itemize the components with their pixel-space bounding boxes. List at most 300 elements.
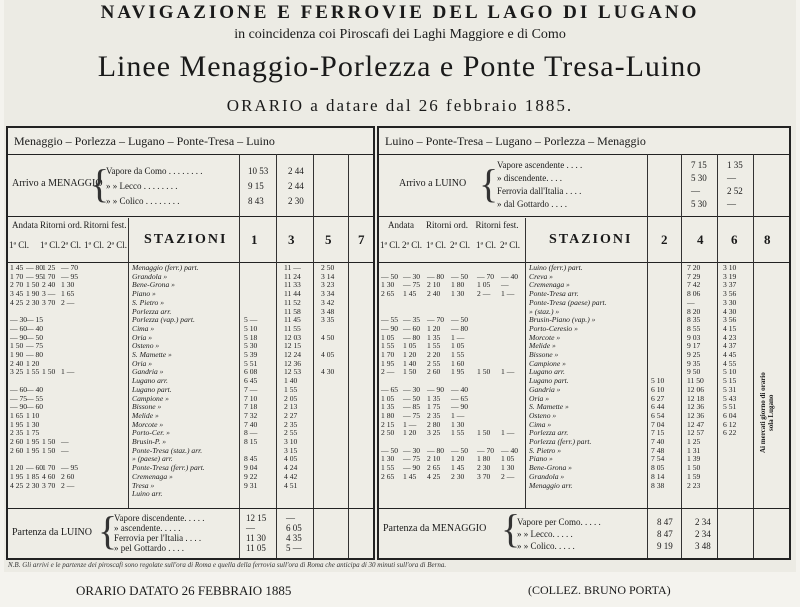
fare-value: 1 20 bbox=[10, 463, 24, 473]
fare-value: — 40 bbox=[26, 384, 44, 394]
fare-value: 1 35 bbox=[381, 402, 395, 412]
station-name: Luino (ferr.) part. bbox=[529, 263, 583, 272]
right-col-ritorni-fest: Ritorni fest. bbox=[475, 220, 519, 230]
fare-value: — 40 bbox=[501, 445, 519, 455]
fare-value: 2 — bbox=[477, 289, 491, 299]
fare-value: — 70 bbox=[61, 263, 79, 272]
train-time: 3 48 bbox=[321, 306, 335, 316]
left-table-body bbox=[8, 264, 373, 504]
fare-value: — 80 bbox=[427, 271, 445, 281]
fare-value: 2 40 bbox=[10, 358, 24, 368]
left-departure-label: Partenza da LUINO bbox=[12, 527, 92, 538]
left-departures-label: Vapore discendente. . . . . bbox=[114, 513, 205, 523]
station-name: Ponte-Tresa arr. bbox=[529, 289, 579, 299]
left-train-num-1: 1 bbox=[251, 232, 258, 247]
train-time: 3 34 bbox=[321, 289, 335, 299]
fare-value: 1 90 bbox=[26, 289, 40, 299]
fare-value: 1 95 bbox=[381, 358, 395, 368]
train-time: 4 30 bbox=[321, 367, 335, 377]
fare-value: 3 45 bbox=[10, 289, 24, 299]
station-name: Piano » bbox=[529, 454, 553, 464]
right-departures-time: 8 47 bbox=[657, 529, 673, 539]
fare-value: — 80 bbox=[26, 263, 44, 272]
right-cl2-b: 2ª Cl. bbox=[450, 240, 470, 250]
right-cl1-a: 1ª Cl. bbox=[380, 240, 400, 250]
company-title: NAVIGAZIONE E FERROVIE DEL LAGO DI LUGANO bbox=[100, 2, 700, 23]
fare-value: 1 50 bbox=[477, 428, 491, 438]
fare-value: 1 — bbox=[451, 332, 465, 342]
train-time: 6 27 bbox=[651, 393, 665, 403]
station-name: Lugano part. bbox=[529, 376, 569, 386]
train-time: 12 06 bbox=[687, 384, 705, 394]
train-time: 5 51 bbox=[244, 358, 258, 368]
train-time: 4 50 bbox=[321, 332, 335, 342]
right-arrival-brace: { bbox=[479, 161, 499, 206]
train-time: 7 32 bbox=[244, 410, 258, 420]
train-time: 7 10 bbox=[244, 393, 258, 403]
right-departures-time: 8 47 bbox=[657, 517, 673, 527]
station-name: Ponte-Tresa (ferr.) part. bbox=[132, 463, 205, 473]
fare-value: 1 30 bbox=[61, 280, 75, 290]
fare-value: — 55 bbox=[26, 393, 44, 403]
train-time: 7 20 bbox=[687, 263, 701, 272]
fare-value: 2 — bbox=[61, 297, 75, 307]
fare-value: 1 05 bbox=[381, 393, 395, 403]
fare-value: — 90 bbox=[403, 463, 421, 473]
fare-value: — 90 bbox=[451, 402, 469, 412]
fare-value: 2 10 bbox=[427, 280, 441, 290]
fare-value: 1 30 bbox=[451, 419, 465, 429]
fare-value: 2 10 bbox=[427, 454, 441, 464]
train-time: 1 50 bbox=[687, 463, 701, 473]
left-departures-label: Ferrovia per l'Italia . . . . bbox=[114, 533, 202, 543]
train-time: 5 15 bbox=[723, 376, 737, 386]
train-time: 7 48 bbox=[651, 445, 665, 455]
fare-value: — 85 bbox=[403, 402, 421, 412]
train-time: 12 18 bbox=[687, 393, 705, 403]
fare-value: — 70 bbox=[477, 445, 495, 455]
train-time: 7 04 bbox=[651, 419, 665, 429]
train-time: 12 03 bbox=[284, 332, 302, 342]
right-route: Luino – Ponte-Tresa – Lugano – Porlezza – Menaggio bbox=[379, 128, 789, 155]
fare-value: — 50 bbox=[381, 445, 399, 455]
train-time: 5 10 bbox=[651, 376, 665, 386]
right-departures-time: 2 34 bbox=[695, 517, 711, 527]
fare-value: 1 30 bbox=[451, 289, 465, 299]
table-row bbox=[8, 377, 373, 386]
train-time: 12 53 bbox=[284, 367, 302, 377]
train-time: 12 15 bbox=[284, 341, 302, 351]
right-arrivals-label: Ferrovia dall'Italia . . . . bbox=[497, 186, 582, 196]
right-cl2-a: 2ª Cl. bbox=[402, 240, 422, 250]
train-time: 3 30 bbox=[723, 297, 737, 307]
station-name: Lugano part. bbox=[132, 384, 172, 394]
fare-value: 4 25 bbox=[10, 480, 24, 490]
train-time: 7 40 bbox=[651, 437, 665, 446]
fare-value: — 50 bbox=[451, 271, 469, 281]
fare-value: 2 60 bbox=[427, 367, 441, 377]
left-arrivals-label: Vapore da Como . . . . . . . . bbox=[106, 166, 203, 176]
train-time: 8 05 bbox=[651, 463, 665, 473]
fare-value: — 75 bbox=[403, 410, 421, 420]
fare-value: 2 60 bbox=[61, 471, 75, 481]
left-departures-time: 5 — bbox=[286, 543, 302, 553]
train-time: 7 42 bbox=[687, 280, 701, 290]
fare-value: — 70 bbox=[477, 271, 495, 281]
fare-value: 1 05 bbox=[403, 341, 417, 351]
left-arrival-brace: { bbox=[90, 161, 110, 206]
train-time: 5 43 bbox=[723, 393, 737, 403]
fare-value: — 60 bbox=[26, 463, 44, 473]
fare-value: 1 50 bbox=[42, 367, 56, 377]
fare-value: — 65 bbox=[381, 384, 399, 394]
right-table-header bbox=[379, 218, 789, 263]
left-departures-time: 4 35 bbox=[286, 533, 302, 543]
train-time: 9 17 bbox=[687, 341, 701, 351]
fare-value: 1 20 bbox=[26, 358, 40, 368]
station-name: Bene-Grona » bbox=[132, 280, 175, 290]
table-row bbox=[8, 316, 373, 325]
fare-value: 2 65 bbox=[381, 471, 395, 481]
fare-value: 1 70 bbox=[10, 271, 24, 281]
fare-value: 4 25 bbox=[10, 297, 24, 307]
fare-value: — 40 bbox=[501, 271, 519, 281]
station-name: Grandola » bbox=[529, 471, 565, 481]
station-name: S. Mamette » bbox=[132, 350, 172, 359]
station-name: Porto-Ceresio » bbox=[529, 323, 578, 333]
fare-value: 1 70 bbox=[42, 271, 56, 281]
right-arrivals-label: Vapore ascendente . . . . bbox=[497, 160, 583, 170]
fare-value: 1 65 bbox=[61, 289, 75, 299]
table-row bbox=[8, 403, 373, 412]
right-arrival-label: Arrivo a LUINO bbox=[399, 178, 467, 189]
train-time: 3 37 bbox=[723, 280, 737, 290]
train-time: 4 23 bbox=[723, 332, 737, 342]
station-name: Brusin-Piano (vap.) » bbox=[529, 315, 596, 325]
fare-value: — 95 bbox=[26, 271, 44, 281]
fare-value: 1 50 bbox=[26, 280, 40, 290]
table-row bbox=[379, 447, 789, 456]
station-name: Campione » bbox=[529, 358, 566, 368]
train-time: 5 31 bbox=[723, 384, 737, 394]
fare-value: 4 60 bbox=[42, 471, 56, 481]
train-time: 8 14 bbox=[651, 471, 665, 481]
fare-value: 3 25 bbox=[427, 428, 441, 438]
left-cl1-c: 1ª Cl. bbox=[84, 240, 104, 250]
fare-value: 1 70 bbox=[42, 463, 56, 473]
train-time: 12 36 bbox=[687, 410, 705, 420]
fare-value: — 60 bbox=[10, 384, 28, 394]
fare-value: 2 30 bbox=[26, 480, 40, 490]
fare-value: — 60 bbox=[26, 402, 44, 412]
station-name: » (paese) arr. bbox=[132, 454, 173, 464]
station-name: Menaggio arr. bbox=[529, 480, 573, 490]
train-time: 6 54 bbox=[651, 410, 665, 420]
right-arrivals-time: 7 15 bbox=[691, 160, 707, 170]
right-departures bbox=[379, 508, 789, 557]
train-time: 2 23 bbox=[687, 480, 701, 490]
station-name: S. Pietro » bbox=[132, 297, 164, 307]
footnote: N.B. Gli arrivi e le partenze dei piroscafi sono regolate sull'ora di Roma e quella della ferrovia sull'ora di Roma che anticipa di 30 minuti sull'ora di Berna. bbox=[8, 561, 447, 569]
train-time: 7 40 bbox=[244, 419, 258, 429]
fare-value: 1 25 bbox=[42, 263, 56, 272]
fare-value: 1 80 bbox=[381, 410, 395, 420]
right-arrivals-time: 2 52 bbox=[727, 186, 743, 196]
fare-value: — 30 bbox=[403, 445, 421, 455]
train-time: 4 45 bbox=[723, 350, 737, 359]
fare-value: 2 30 bbox=[477, 463, 491, 473]
train-time: 6 04 bbox=[723, 410, 737, 420]
fare-value: 3 — bbox=[42, 289, 56, 299]
train-time: 5 10 bbox=[244, 323, 258, 333]
station-name: Piano » bbox=[132, 289, 156, 299]
station-name: Melide » bbox=[132, 410, 159, 420]
station-name: Gandria » bbox=[132, 367, 164, 377]
train-time: 7 18 bbox=[244, 402, 258, 412]
fare-value: 1 05 bbox=[451, 341, 465, 351]
fare-value: 1 — bbox=[61, 367, 75, 377]
train-time: 6 10 bbox=[651, 384, 665, 394]
station-name: Porlezza arr. bbox=[132, 306, 172, 316]
train-time: 4 05 bbox=[321, 350, 335, 359]
fare-value: 2 70 bbox=[10, 280, 24, 290]
right-col-andata: Andata bbox=[388, 220, 414, 230]
train-time: 11 44 bbox=[284, 289, 301, 299]
fare-value: 2 50 bbox=[381, 428, 395, 438]
left-cl2-c: 2ª Cl. bbox=[107, 240, 127, 250]
right-departures-time: 9 19 bbox=[657, 541, 673, 551]
fare-value: 4 25 bbox=[427, 471, 441, 481]
fare-value: 1 30 bbox=[26, 419, 40, 429]
fare-value: 1 20 bbox=[427, 323, 441, 333]
right-train-num-6: 6 bbox=[731, 232, 738, 247]
station-name: Osteno » bbox=[529, 410, 557, 420]
fare-value: 2 30 bbox=[26, 297, 40, 307]
left-arrivals-time: 8 43 bbox=[248, 196, 264, 206]
station-name: Porlezza (ferr.) part. bbox=[529, 437, 592, 446]
right-departures-label: » » Colico. . . . . bbox=[517, 541, 575, 551]
left-arrivals-time: 2 44 bbox=[288, 166, 304, 176]
fare-value: — 75 bbox=[403, 454, 421, 464]
caption-left: ORARIO DATATO 26 FEBBRAIO 1885 bbox=[76, 583, 292, 598]
train-time: 11 45 bbox=[284, 315, 301, 325]
fare-value: — 60 bbox=[403, 323, 421, 333]
right-arrivals-time: — bbox=[727, 199, 736, 209]
right-cl1-c: 1ª Cl. bbox=[476, 240, 496, 250]
fare-value: 1 50 bbox=[10, 341, 24, 351]
fare-value: — 50 bbox=[451, 445, 469, 455]
fare-value: 1 30 bbox=[501, 463, 515, 473]
train-time: 4 37 bbox=[723, 341, 737, 351]
station-name: Cima » bbox=[529, 419, 552, 429]
fare-value: — 95 bbox=[61, 271, 79, 281]
fare-value: — 80 bbox=[451, 323, 469, 333]
station-name: Luino arr. bbox=[132, 489, 163, 499]
station-name: Campione » bbox=[132, 393, 169, 403]
fare-value: — 50 bbox=[381, 271, 399, 281]
fare-value: 1 55 bbox=[381, 463, 395, 473]
left-arrivals-time: 10 53 bbox=[248, 166, 269, 176]
left-train-num-3: 3 bbox=[288, 232, 295, 247]
right-arrivals-label: » dal Gottardo . . . . bbox=[497, 199, 567, 209]
table-row bbox=[8, 412, 373, 421]
train-time: 1 59 bbox=[687, 471, 701, 481]
right-stazioni-header: STAZIONI bbox=[549, 232, 633, 247]
train-time: 2 55 bbox=[284, 428, 298, 438]
fare-value: 1 30 bbox=[381, 454, 395, 464]
right-departure-label: Partenza da MENAGGIO bbox=[383, 523, 487, 534]
station-name: » (staz.) » bbox=[529, 306, 560, 316]
fare-value: — 40 bbox=[26, 323, 44, 333]
train-time: 8 55 bbox=[687, 323, 701, 333]
fare-value: 2 60 bbox=[10, 437, 24, 446]
station-name: Oria » bbox=[132, 332, 153, 342]
station-name: Cremenaga » bbox=[132, 471, 173, 481]
right-timetable bbox=[377, 126, 791, 560]
train-time: 1 55 bbox=[284, 384, 298, 394]
train-time: 6 44 bbox=[651, 402, 665, 412]
train-time: 4 30 bbox=[723, 306, 737, 316]
left-train-num-7: 7 bbox=[358, 232, 365, 247]
right-train-num-8: 8 bbox=[764, 232, 771, 247]
station-name: Osteno » bbox=[132, 341, 160, 351]
fare-value: 1 35 bbox=[427, 393, 441, 403]
station-name: Bissone » bbox=[529, 350, 559, 359]
fare-value: — 80 bbox=[427, 445, 445, 455]
fare-value: 1 50 bbox=[477, 367, 491, 377]
right-table-body bbox=[379, 264, 789, 504]
table-row bbox=[8, 325, 373, 334]
train-time: 3 10 bbox=[723, 263, 737, 272]
station-name: Bene-Grona » bbox=[529, 463, 572, 473]
fare-value: — 50 bbox=[403, 393, 421, 403]
fare-value: — 75 bbox=[403, 280, 421, 290]
train-time: 4 15 bbox=[723, 323, 737, 333]
station-name: Morcote » bbox=[132, 419, 164, 429]
station-name: Morcote » bbox=[529, 332, 561, 342]
table-row bbox=[379, 482, 789, 491]
left-arrivals-label: » » Lecco . . . . . . . . bbox=[106, 181, 178, 191]
station-name: Porlezza (vap.) part. bbox=[132, 315, 195, 325]
station-name: Oria » bbox=[132, 358, 153, 368]
fare-value: 1 — bbox=[501, 289, 515, 299]
fare-value: 1 10 bbox=[26, 410, 40, 420]
right-train-num-2: 2 bbox=[661, 232, 668, 247]
fare-value: — 90 bbox=[427, 384, 445, 394]
right-cl2-c: 2ª Cl. bbox=[500, 240, 520, 250]
station-name: Creva » bbox=[529, 271, 553, 281]
fare-value: 2 30 bbox=[451, 471, 465, 481]
train-time: 11 55 bbox=[284, 323, 301, 333]
train-time: 9 50 bbox=[687, 367, 701, 377]
fare-value: 1 40 bbox=[403, 358, 417, 368]
train-time: 3 14 bbox=[321, 271, 335, 281]
train-time: 5 51 bbox=[723, 402, 737, 412]
left-cl1-a: 1ª Cl. bbox=[9, 240, 29, 250]
fare-value: 1 05 bbox=[381, 332, 395, 342]
train-time: 8 06 bbox=[687, 289, 701, 299]
right-arrivals-label: » discendente. . . . bbox=[497, 173, 562, 183]
fare-value: — 40 bbox=[451, 384, 469, 394]
left-departure-brace: { bbox=[98, 508, 118, 553]
station-name: Menaggio (ferr.) part. bbox=[132, 263, 199, 272]
fare-value: 1 55 bbox=[451, 350, 465, 359]
fare-value: 1 55 bbox=[381, 341, 395, 351]
train-time: 4 24 bbox=[284, 463, 298, 473]
fare-value: 2 60 bbox=[10, 445, 24, 455]
fare-value: — 30 bbox=[403, 384, 421, 394]
fare-value: 1 — bbox=[403, 419, 417, 429]
station-name: Ponte-Tresa (staz.) arr. bbox=[132, 445, 203, 455]
fare-value: — bbox=[501, 280, 509, 290]
right-train-num-4: 4 bbox=[697, 232, 704, 247]
fare-value: 3 70 bbox=[42, 480, 56, 490]
train-time: 5 30 bbox=[244, 341, 258, 351]
train-time: 11 24 bbox=[284, 271, 301, 281]
fare-value: 2 55 bbox=[427, 358, 441, 368]
train-time: 3 23 bbox=[321, 280, 335, 290]
train-time: 3 15 bbox=[284, 445, 298, 455]
fare-value: 1 95 bbox=[26, 445, 40, 455]
train-time: 4 05 bbox=[284, 454, 298, 464]
fare-value: 1 — bbox=[501, 428, 515, 438]
fare-value: — 30 bbox=[10, 315, 28, 325]
left-cl2-b: 2ª Cl. bbox=[61, 240, 81, 250]
right-departures-time: 2 34 bbox=[695, 529, 711, 539]
lines-title: Linee Menaggio-Porlezza e Ponte Tresa-Luino bbox=[97, 50, 703, 83]
right-departure-brace: { bbox=[501, 506, 521, 551]
train-time: 4 51 bbox=[284, 480, 298, 490]
train-time: 11 50 bbox=[687, 376, 704, 386]
train-time: 4 42 bbox=[284, 471, 298, 481]
fare-value: — 50 bbox=[451, 315, 469, 325]
train-time: 9 35 bbox=[687, 358, 701, 368]
train-time: 8 15 bbox=[244, 437, 258, 446]
train-time: 11 33 bbox=[284, 280, 301, 290]
left-table-header bbox=[8, 218, 373, 263]
right-departures-time: 3 48 bbox=[695, 541, 711, 551]
train-time: 9 25 bbox=[687, 350, 701, 359]
train-time: 9 03 bbox=[687, 332, 701, 342]
train-time: 12 36 bbox=[284, 358, 302, 368]
left-departures-time: — bbox=[286, 513, 295, 523]
station-name: S. Mamette » bbox=[529, 402, 569, 412]
fare-value: — 75 bbox=[10, 393, 28, 403]
train-time: 12 47 bbox=[687, 419, 705, 429]
table-row bbox=[8, 299, 373, 308]
right-cl1-b: 1ª Cl. bbox=[426, 240, 446, 250]
fare-value: — 75 bbox=[26, 341, 44, 351]
train-time: 8 45 bbox=[244, 454, 258, 464]
fare-value: 1 05 bbox=[501, 454, 515, 464]
left-train-num-5: 5 bbox=[325, 232, 332, 247]
train-time: 6 08 bbox=[244, 367, 258, 377]
left-col-ritorni-fest: Ritorni fest. bbox=[83, 220, 127, 230]
train-time: 5 18 bbox=[244, 332, 258, 342]
fare-value: 1 55 bbox=[427, 341, 441, 351]
right-arrivals bbox=[379, 156, 789, 217]
train-time: 11 52 bbox=[284, 297, 301, 307]
left-departures-time: — bbox=[246, 523, 255, 533]
station-name: Porlezza arr. bbox=[529, 428, 569, 438]
fare-value: 1 30 bbox=[381, 280, 395, 290]
train-time: 3 19 bbox=[723, 271, 737, 281]
train-time: 9 04 bbox=[244, 463, 258, 473]
train-time: 2 50 bbox=[321, 263, 335, 272]
fare-value: 1 95 bbox=[451, 367, 465, 377]
left-departures-time: 6 05 bbox=[286, 523, 302, 533]
fare-value: 1 45 bbox=[403, 471, 417, 481]
